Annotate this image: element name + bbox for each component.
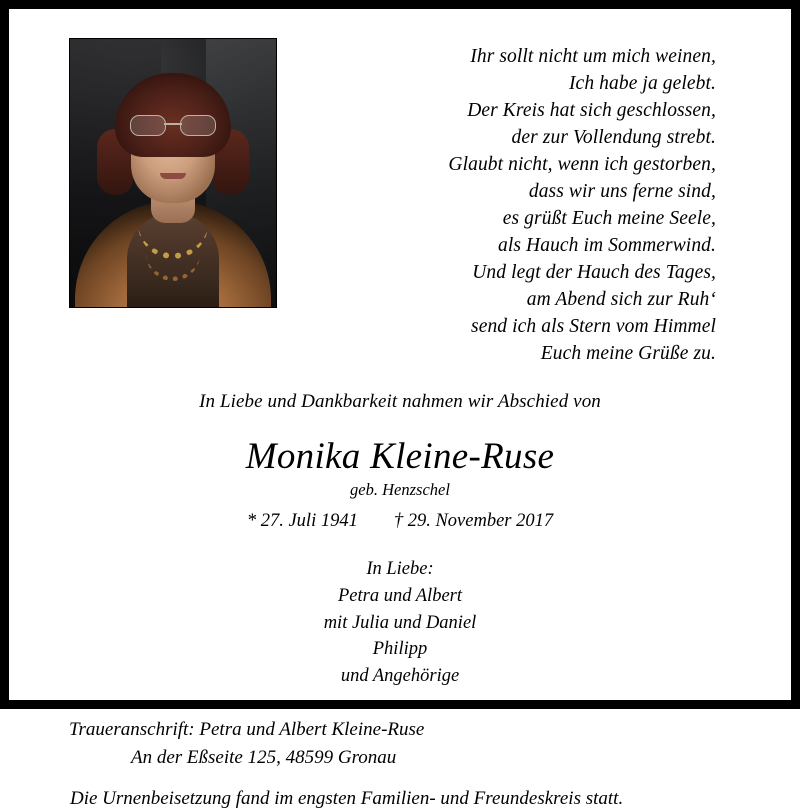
photo-mouth (160, 173, 186, 179)
mourning-address-line2: An der Eßseite 125, 48599 Gronau (131, 746, 397, 768)
obituary-inner (9, 9, 791, 810)
poem-line: der zur Vollendung strebt. (511, 127, 716, 148)
glasses-icon (130, 115, 216, 135)
family-member-line: Philipp (372, 639, 428, 660)
portrait-container (37, 31, 280, 307)
glasses-lens-left (130, 115, 166, 136)
family-member-line: mit Julia und Daniel (323, 612, 477, 633)
poem-line: als Hauch im Sommerwind. (498, 235, 716, 256)
poem-line: Der Kreis hat sich geschlossen, (467, 100, 716, 121)
memorial-poem (280, 31, 763, 367)
poem-line: es grüßt Euch meine Seele, (502, 208, 716, 229)
mourning-address-label: Traueranschrift: (69, 719, 195, 741)
deceased-maiden-name: geb. Henzschel (350, 480, 450, 499)
poem-line: Und legt der Hauch des Tages, (472, 262, 716, 283)
top-section (37, 31, 763, 367)
poem-line: Ich habe ja gelebt. (568, 73, 716, 94)
closing-note: Die Urnenbeisetzung fand im engsten Familien- und Freundeskreis statt. (70, 788, 624, 810)
mourning-address-line1 (69, 716, 763, 744)
poem-line: Ihr sollt nicht um mich weinen, (470, 46, 716, 67)
family-member-line: Petra und Albert (337, 585, 462, 606)
birth-date: * 27. Juli 1941 (246, 511, 358, 531)
poem-line: Euch meine Grüße zu. (540, 343, 716, 364)
poem-line: Glaubt nicht, wenn ich gestorben, (448, 154, 716, 175)
death-date: † 29. November 2017 (393, 511, 554, 531)
family-heading: In Liebe: (366, 559, 434, 579)
mourning-address (37, 716, 763, 771)
portrait-photo (70, 39, 276, 307)
glasses-lens-right (180, 115, 216, 136)
family-section (37, 556, 763, 690)
announcement-intro: In Liebe und Dankbarkeit nahmen wir Abschied von (199, 391, 601, 412)
family-member-line: und Angehörige (340, 666, 460, 687)
poem-line: am Abend sich zur Ruh‘ (526, 289, 716, 310)
announcement-section (37, 391, 763, 532)
poem-line: dass wir uns ferne sind, (528, 181, 716, 202)
mourning-address-name: Petra und Albert Kleine-Ruse (199, 719, 425, 741)
life-dates (37, 511, 763, 532)
photo-necklace-inner (146, 226, 200, 281)
deceased-name: Monika Kleine-Ruse (245, 436, 555, 477)
poem-line: send ich als Stern vom Himmel (471, 316, 716, 337)
